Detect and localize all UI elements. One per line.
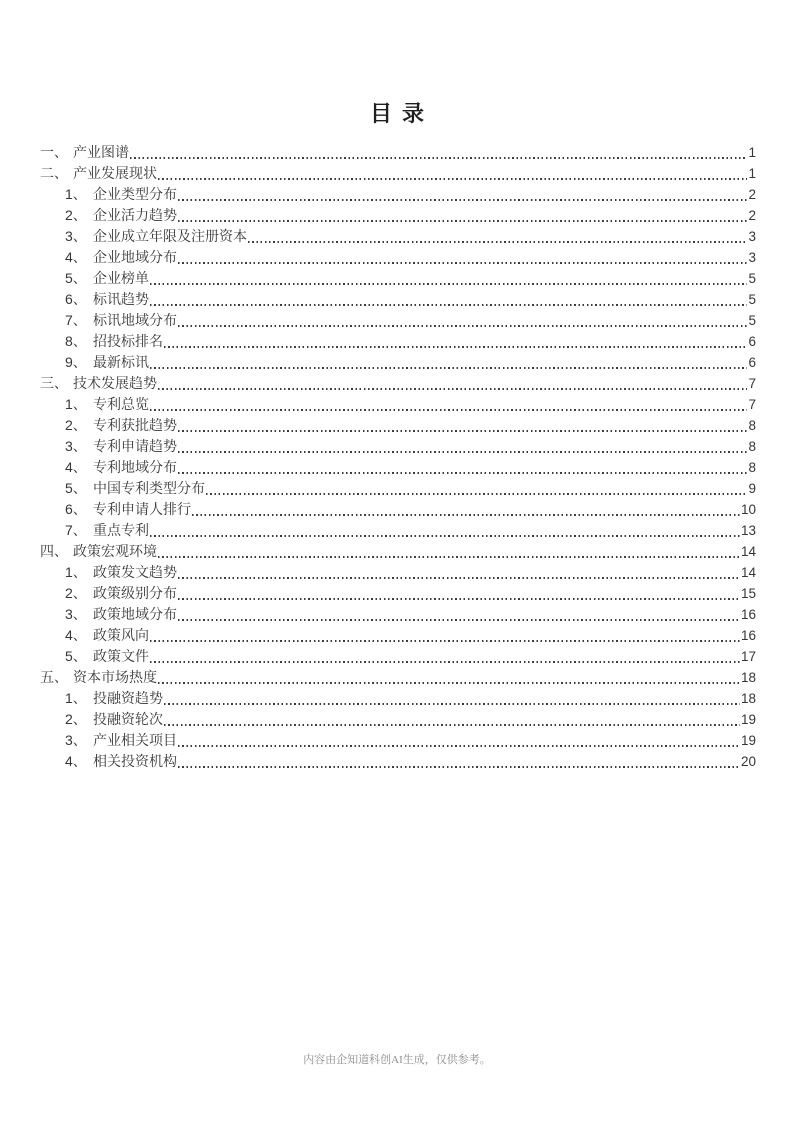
dot-leader [248, 226, 747, 247]
toc-entry-label: 技术发展趋势 [73, 375, 157, 391]
dot-leader [178, 583, 740, 604]
toc-entry-label: 专利获批趋势 [93, 417, 177, 433]
toc-entry-number: 9、 [65, 354, 87, 370]
toc-entry[interactable] [40, 436, 756, 457]
toc-entry-page: 1 [748, 145, 756, 160]
toc-entry-page: 14 [740, 544, 756, 559]
toc-entry-number: 1、 [65, 690, 87, 706]
toc-entry-number: 1、 [65, 186, 87, 202]
dot-leader [158, 667, 740, 688]
toc-entry-label: 投融资轮次 [93, 711, 163, 727]
dot-leader [150, 394, 747, 415]
toc-entry[interactable] [40, 373, 756, 394]
dot-leader [150, 520, 740, 541]
toc-entry-label: 企业成立年限及注册资本 [93, 228, 247, 244]
toc-entry-label: 政策地域分布 [93, 606, 177, 622]
toc-entry-label: 企业类型分布 [93, 186, 177, 202]
toc-entry-number: 5、 [65, 480, 87, 496]
toc-entry-page: 1 [748, 166, 756, 181]
dot-leader [178, 562, 740, 583]
toc-entry-number: 7、 [65, 522, 87, 538]
dot-leader [178, 247, 747, 268]
toc-entry[interactable] [40, 163, 756, 184]
toc-entry[interactable] [40, 415, 756, 436]
toc-entry-label: 中国专利类型分布 [93, 480, 205, 496]
toc-entry[interactable] [40, 499, 756, 520]
toc-entry-number: 3、 [65, 228, 87, 244]
toc-entry-label: 专利地域分布 [93, 459, 177, 475]
dot-leader [178, 436, 747, 457]
toc-entry-number: 3、 [65, 732, 87, 748]
dot-leader [158, 163, 747, 184]
toc-entry[interactable] [40, 688, 756, 709]
toc-entry-label: 标讯地域分布 [93, 312, 177, 328]
toc-entry-label: 资本市场热度 [73, 669, 157, 685]
toc-entry[interactable] [40, 625, 756, 646]
toc-entry[interactable] [40, 667, 756, 688]
toc-entry-label: 投融资趋势 [93, 690, 163, 706]
toc-entry-number: 2、 [65, 711, 87, 727]
dot-leader [164, 688, 740, 709]
toc-entry-page: 7 [748, 376, 756, 391]
toc-entry-page: 18 [740, 691, 756, 706]
toc-entry-page: 6 [748, 334, 756, 349]
toc-entry-number: 1、 [65, 564, 87, 580]
toc-entry-page: 16 [740, 607, 756, 622]
toc-entry-number: 4、 [65, 627, 87, 643]
toc-entry[interactable] [40, 478, 756, 499]
toc-entry-number: 2、 [65, 417, 87, 433]
toc-entry-label: 企业地域分布 [93, 249, 177, 265]
toc-entry[interactable] [40, 730, 756, 751]
toc-entry-page: 8 [748, 439, 756, 454]
toc-entry-page: 14 [740, 565, 756, 580]
dot-leader [178, 415, 747, 436]
dot-leader [178, 457, 747, 478]
toc-entry-number: 3、 [65, 606, 87, 622]
toc-entry-number: 7、 [65, 312, 87, 328]
toc-entry-label: 政策宏观环境 [73, 543, 157, 559]
dot-leader [178, 604, 740, 625]
toc-entry[interactable] [40, 184, 756, 205]
toc-entry-page: 5 [748, 292, 756, 307]
toc-entry-page: 18 [740, 670, 756, 685]
toc-entry-page: 19 [740, 712, 756, 727]
toc-entry-page: 6 [748, 355, 756, 370]
toc-entry-number: 四、 [40, 543, 68, 559]
toc-entry[interactable] [40, 352, 756, 373]
toc-entry-number: 6、 [65, 291, 87, 307]
toc-entry-number: 2、 [65, 585, 87, 601]
toc-entry-page: 3 [748, 250, 756, 265]
dot-leader [206, 478, 747, 499]
toc-entry-page: 15 [740, 586, 756, 601]
toc-entry[interactable] [40, 331, 756, 352]
toc-entry[interactable] [40, 247, 756, 268]
toc-entry-number: 4、 [65, 249, 87, 265]
toc-entry[interactable] [40, 205, 756, 226]
toc-entry-number: 5、 [65, 270, 87, 286]
toc-entry-label: 标讯趋势 [93, 291, 149, 307]
dot-leader [178, 730, 740, 751]
toc-entry[interactable] [40, 709, 756, 730]
toc-entry-page: 7 [748, 397, 756, 412]
toc-entry-page: 5 [748, 313, 756, 328]
toc-entry-label: 专利总览 [93, 396, 149, 412]
toc-entry-page: 13 [740, 523, 756, 538]
toc-entry-page: 20 [740, 754, 756, 769]
toc-entry[interactable] [40, 583, 756, 604]
toc-entry-label: 产业图谱 [73, 144, 129, 160]
toc-entry-page: 17 [740, 649, 756, 664]
dot-leader [178, 184, 747, 205]
dot-leader [150, 352, 747, 373]
dot-leader [130, 142, 747, 163]
toc-entry[interactable] [40, 310, 756, 331]
dot-leader [150, 268, 747, 289]
toc-entry-label: 企业活力趋势 [93, 207, 177, 223]
toc-entry-number: 一、 [40, 144, 68, 160]
toc-entry-page: 19 [740, 733, 756, 748]
toc-entry[interactable] [40, 226, 756, 247]
toc-entry[interactable] [40, 394, 756, 415]
toc-entry[interactable] [40, 457, 756, 478]
toc-entry-label: 相关投资机构 [93, 753, 177, 769]
dot-leader [178, 751, 740, 772]
toc-entry-number: 五、 [40, 669, 68, 685]
toc-entry[interactable] [40, 604, 756, 625]
dot-leader [164, 331, 747, 352]
toc-entry-label: 专利申请趋势 [93, 438, 177, 454]
toc-entry-number: 8、 [65, 333, 87, 349]
toc-entry-number: 1、 [65, 396, 87, 412]
toc-entry[interactable] [40, 289, 756, 310]
toc-entry-page: 2 [748, 187, 756, 202]
toc-entry[interactable] [40, 541, 756, 562]
toc-entry-page: 3 [748, 229, 756, 244]
dot-leader [164, 709, 740, 730]
toc-entry-page: 8 [748, 418, 756, 433]
dot-leader [158, 541, 740, 562]
toc-entry-label: 最新标讯 [93, 354, 149, 370]
toc-entry-label: 企业榜单 [93, 270, 149, 286]
toc-entry-label: 重点专利 [93, 522, 149, 538]
dot-leader [192, 499, 740, 520]
toc-entry-label: 政策级别分布 [93, 585, 177, 601]
toc-entry-number: 3、 [65, 438, 87, 454]
toc-entry[interactable] [40, 646, 756, 667]
toc-entry-number: 2、 [65, 207, 87, 223]
dot-leader [178, 310, 747, 331]
toc-entry[interactable] [40, 520, 756, 541]
dot-leader [150, 289, 747, 310]
toc-entry-page: 8 [748, 460, 756, 475]
toc-entry[interactable] [40, 268, 756, 289]
toc-entry-number: 4、 [65, 459, 87, 475]
dot-leader [150, 646, 740, 667]
toc-entry[interactable] [40, 562, 756, 583]
toc-entry-page: 5 [748, 271, 756, 286]
toc-entry-number: 三、 [40, 375, 68, 391]
toc-entry[interactable] [40, 751, 756, 772]
toc-entry-label: 政策文件 [93, 648, 149, 664]
toc-entry-label: 专利申请人排行 [93, 501, 191, 517]
toc-entry-page: 10 [740, 502, 756, 517]
dot-leader [150, 625, 740, 646]
dot-leader [178, 205, 747, 226]
toc-entry-number: 4、 [65, 753, 87, 769]
toc-entry-label: 政策发文趋势 [93, 564, 177, 580]
dot-leader [158, 373, 747, 394]
toc-entry-label: 招投标排名 [93, 333, 163, 349]
toc-entry-page: 16 [740, 628, 756, 643]
toc [40, 142, 756, 772]
toc-entry-number: 5、 [65, 648, 87, 664]
toc-entry-number: 二、 [40, 165, 68, 181]
toc-entry-label: 政策风向 [93, 627, 149, 643]
page-title: 目录 [369, 101, 434, 126]
toc-entry[interactable] [40, 142, 756, 163]
toc-entry-page: 9 [748, 481, 756, 496]
toc-entry-number: 6、 [65, 501, 87, 517]
toc-entry-label: 产业发展现状 [73, 165, 157, 181]
footer-disclaimer: 内容由企知道科创AI生成，仅供参考。 [303, 1054, 491, 1066]
toc-entry-label: 产业相关项目 [93, 732, 177, 748]
toc-entry-page: 2 [748, 208, 756, 223]
